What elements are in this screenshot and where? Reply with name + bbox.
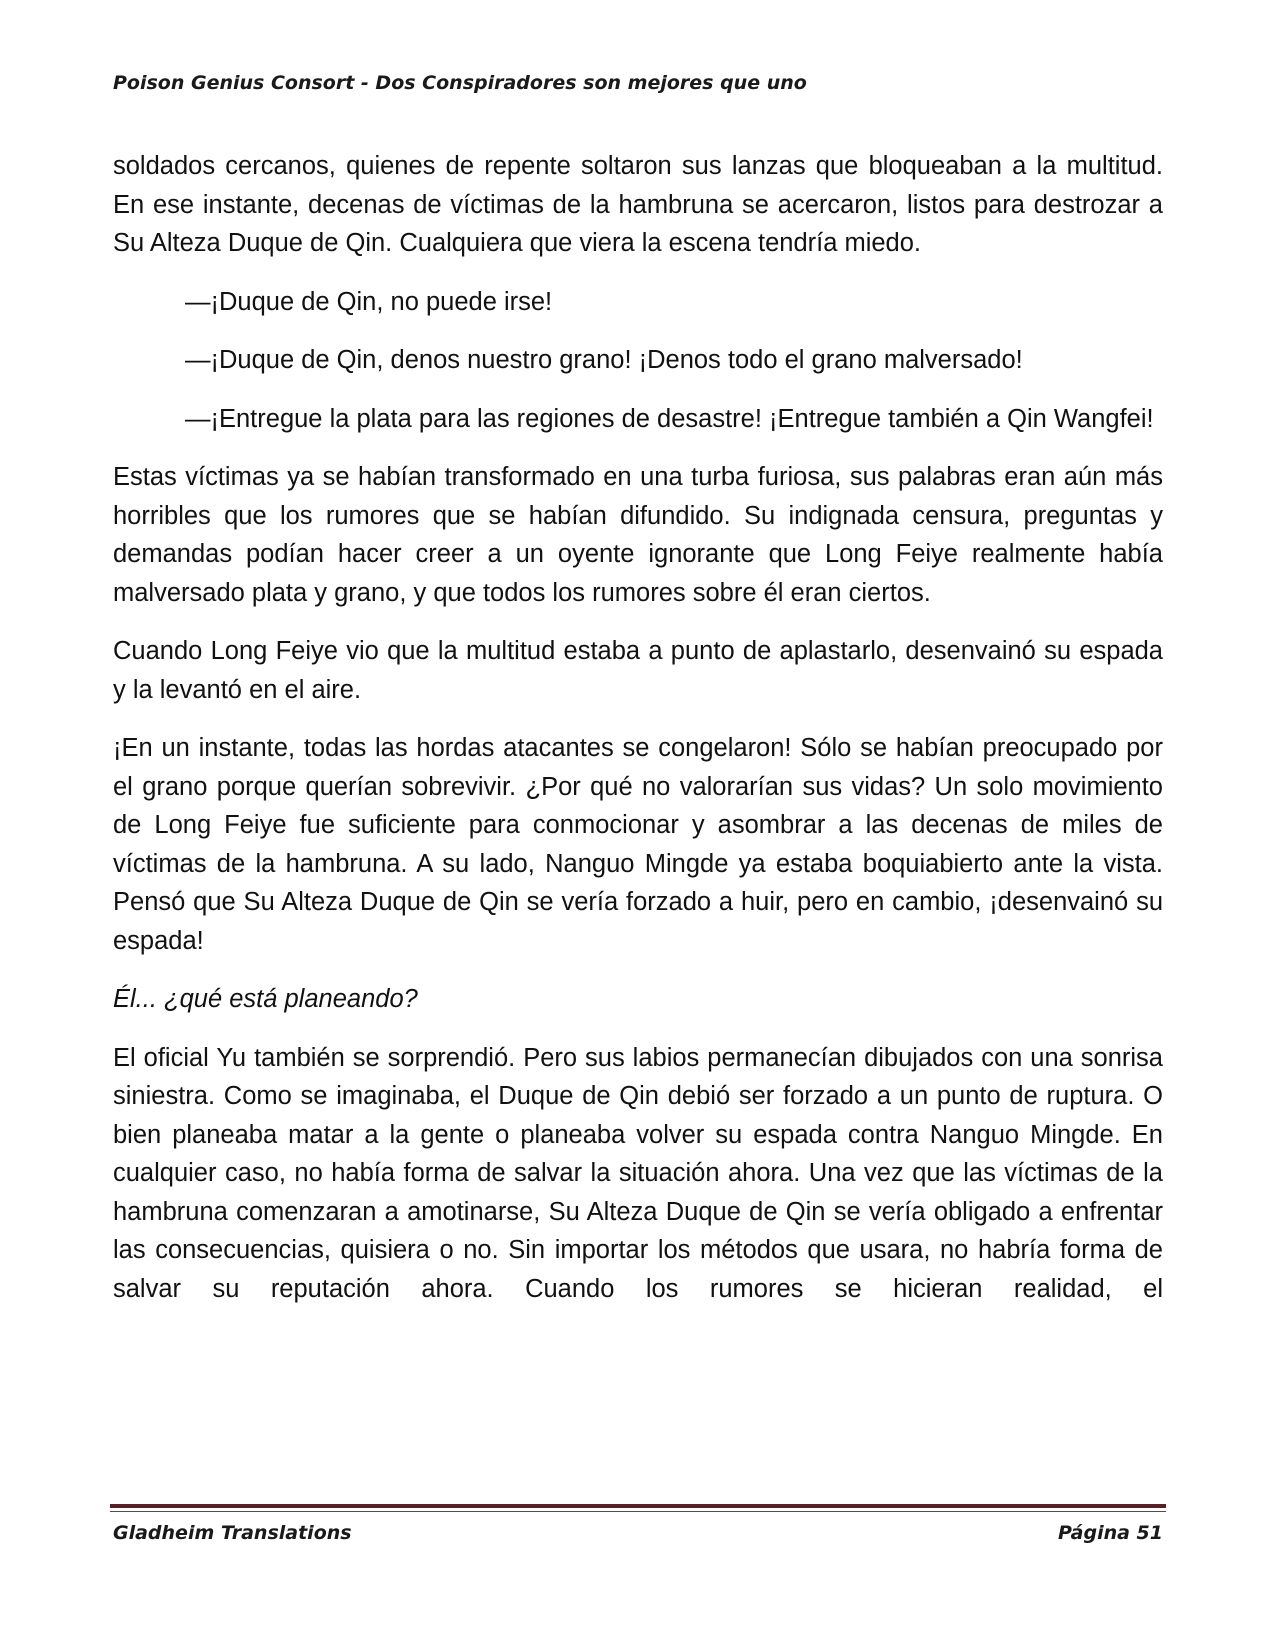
dialog-line: —¡Entregue la plata para las regiones de desastre! ¡Entregue también a Qin Wangfei!: [185, 404, 1154, 433]
document-body: [113, 147, 1163, 1308]
thought-line: Él... ¿qué está planeando?: [113, 985, 418, 1013]
footer-rule: [110, 1504, 1166, 1508]
footer-publisher: Gladheim Translations: [113, 1522, 352, 1544]
footer-rule-thin: [110, 1511, 1166, 1512]
paragraph: soldados cercanos, quienes de repente soltaron sus lanzas que bloqueaban a la multitud. En ese instante, decenas de víctimas de la hambruna se acercaron, listos para destrozar a Su Alteza Duque de Qin. Cualquiera que viera la escena tendría miedo.: [113, 152, 1163, 257]
paragraph: El oficial Yu también se sorprendió. Pero sus labios permanecían dibujados con una sonrisa siniestra. Como se imaginaba, el Duque de Qin debió ser forzado a un punto de ruptura. O bien planeaba matar a la gente o planeaba volver su espada contra Nanguo Mingde. En cualquier caso, no había forma de salvar la situación ahora. Una vez que las víctimas de la hambruna comenzaran a amotinarse, Su Alteza Duque de Qin se vería obligado a enfrentar las consecuencias, quisiera o no. Sin importar los métodos que usara, no habría forma de salvar su reputación ahora. Cuando los rumores se hicieran realidad, el: [113, 1043, 1163, 1303]
running-header: Poison Genius Consort - Dos Conspiradores son mejores que uno: [113, 72, 807, 94]
paragraph: Cuando Long Feiye vio que la multitud estaba a punto de aplastarlo, desenvainó su espada y la levantó en el aire.: [113, 637, 1163, 704]
paragraph: ¡En un instante, todas las hordas atacantes se congelaron! Sólo se habían preocupado por el grano porque querían sobrevivir. ¿Por qué no valorarían sus vidas? Un solo movimiento de Long Feiye fue suficiente para conmocionar y asombrar a las decenas de miles de víctimas de la hambruna. A su lado, Nanguo Mingde ya estaba boquiabierto ante la vista. Pensó que Su Alteza Duque de Qin se vería forzado a huir, pero en cambio, ¡desenvainó su espada!: [113, 734, 1163, 955]
paragraph: Estas víctimas ya se habían transformado en una turba furiosa, sus palabras eran aún más horribles que los rumores que se habían difundido. Su indignada censura, preguntas y demandas podían hacer creer a un oyente ignorante que Long Feiye realmente había malversado plata y grano, y que todos los rumores sobre él eran ciertos.: [113, 463, 1163, 607]
dialog-line: —¡Duque de Qin, no puede irse!: [185, 287, 553, 316]
dialog-line: —¡Duque de Qin, denos nuestro grano! ¡Denos todo el grano malversado!: [185, 346, 1023, 374]
page-number: Página 51: [1057, 1522, 1163, 1544]
